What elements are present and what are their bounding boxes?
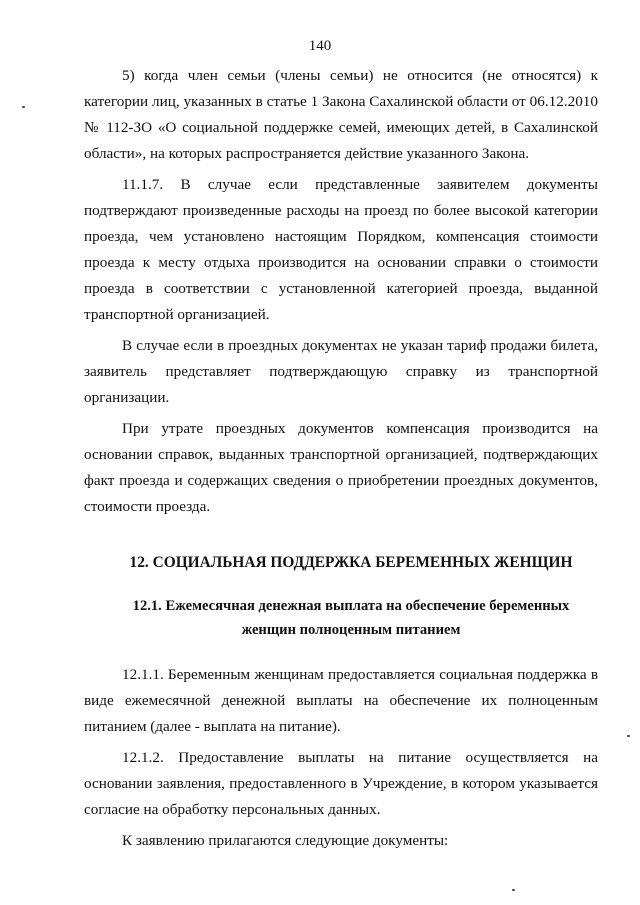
paragraph-12-1-1: 12.1.1. Беременным женщинам предоставляется социальная поддержка в виде ежемесячной денежной выплаты на обеспечение их полноценным питанием (далее - выплата на питание).	[84, 666, 598, 735]
paragraph-lost-documents: При утрате проездных документов компенсация производится на основании справок, выданных транспортной организацией, подтверждающих факт проезда и содержащих сведения о приобретении проездных документов, стоимости проезда.	[84, 420, 598, 515]
paragraph-12-1-2: 12.1.2. Предоставление выплаты на питание осуществляется на основании заявления, предоставленного в Учреждение, в котором указывается согласие на обработку персональных данных.	[84, 749, 598, 818]
section-title: 12. СОЦИАЛЬНАЯ ПОДДЕРЖКА БЕРЕМЕННЫХ ЖЕНЩИН	[129, 554, 573, 571]
page-number: 140	[308, 38, 332, 54]
paragraph-11-1-7: 11.1.7. В случае если представленные заявителем документы подтверждают произведенные расходы на проезд по более высокой категории проезда, чем установлено настоящим Порядком, компенсация стоимости проезда к месту отдыха производится на основании справки о стоимости проезда в соответствии с установленной категорией проезда, выданной транспортной организацией.	[84, 176, 598, 323]
page-body	[84, 63, 598, 854]
scan-speck	[512, 889, 515, 891]
subsection-title: 12.1. Ежемесячная денежная выплата на обеспечение беременных женщин полноценным питанием	[132, 598, 570, 638]
paragraph-family-member-clause: 5) когда член семьи (члены семьи) не относится (не относятся) к категории лиц, указанных в статье 1 Закона Сахалинской области от 06.12.2010 № 112-ЗО «О социальной поддержке семей, имеющих детей, в Сахалинской области», на которых распространяется действие указанного Закона.	[84, 67, 598, 162]
scan-speck	[627, 735, 630, 737]
scan-speck	[22, 106, 25, 108]
paragraph-ticket-tariff: В случае если в проездных документах не указан тариф продажи билета, заявитель представляет подтверждающую справку из транспортной организации.	[84, 337, 598, 406]
paragraph-attached-documents: К заявлению прилагаются следующие документы:	[122, 832, 449, 849]
